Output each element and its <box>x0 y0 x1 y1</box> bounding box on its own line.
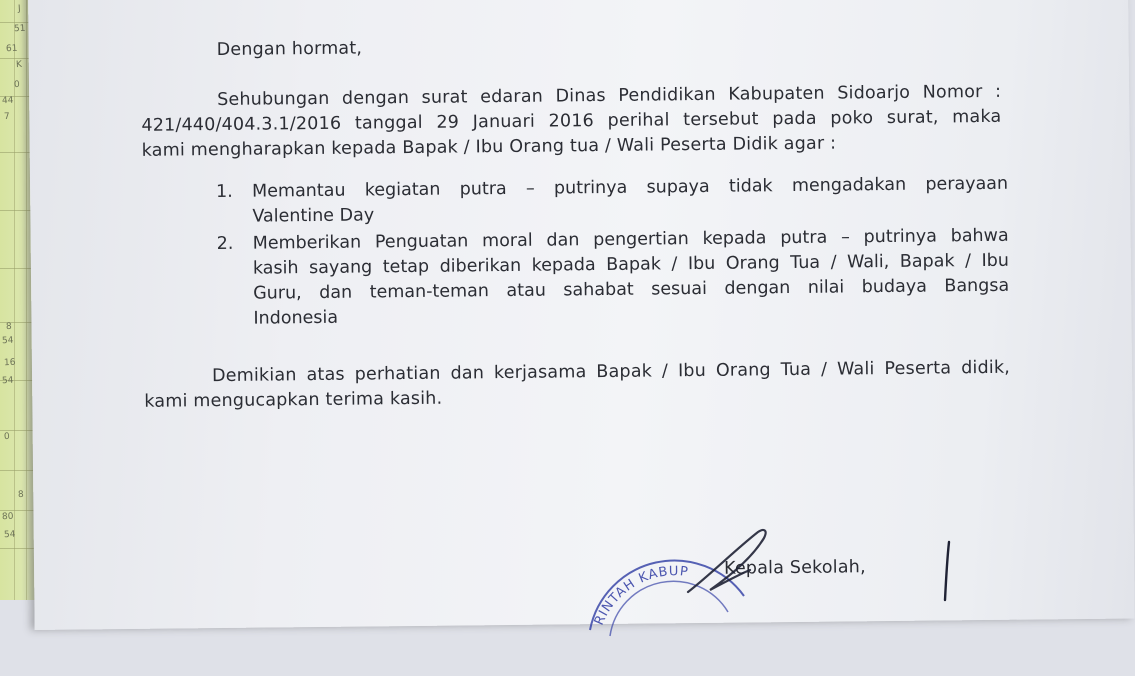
intro-line-1: Sehubungan dengan surat edaran Dinas Pendidikan Kabupaten Sidoarjo Nomor : <box>217 81 1002 111</box>
ledger-mark: 54 <box>1 335 14 347</box>
ledger-mark: 0 <box>13 79 20 91</box>
closing-paragraph <box>144 356 1010 415</box>
list-item-2 <box>217 224 1010 336</box>
ledger-mark: 61 <box>5 43 18 55</box>
letter-paper <box>28 0 1135 630</box>
ledger-mark: 54 <box>3 529 16 541</box>
intro-line-3: kami mengharapkan kepada Bapak / Ibu Orang tua / Wali Peserta Didik agar : <box>141 133 837 161</box>
ledger-mark: 51 <box>13 23 26 35</box>
ledger-mark: 16 <box>3 357 16 369</box>
list-item-1 <box>216 172 1009 232</box>
list-number: 1. <box>216 181 233 203</box>
ledger-mark: 8 <box>5 321 12 333</box>
closing-line-1: Demikian atas perhatian dan kerjasama Bapak / Ibu Orang Tua / Wali Peserta didik, <box>211 357 1011 387</box>
signature-scribble <box>680 520 790 600</box>
list-item-line: Guru, dan teman-teman atau sahabat sesuai dengan nilai budaya Bangsa <box>253 275 1010 304</box>
ledger-mark: 44 <box>1 95 14 107</box>
list-item-line: Memantau kegiatan putra – putrinya supaya tidak mengadakan perayaan <box>252 173 1009 202</box>
ledger-mark: K <box>15 59 23 71</box>
ledger-mark: 80 <box>1 511 14 523</box>
intro-paragraph <box>141 80 1002 164</box>
ledger-mark: J <box>17 3 21 15</box>
closing-line-2: kami mengucapkan terima kasih. <box>144 388 443 412</box>
ledger-mark: 7 <box>3 111 10 123</box>
list-number: 2. <box>216 233 234 255</box>
ledger-mark: 0 <box>3 431 10 443</box>
intro-line-2: 421/440/404.3.1/2016 tanggal 29 Januari 2016 perihal tersebut pada poko surat, maka <box>141 106 1002 136</box>
list-item-line: kasih sayang tetap diberikan kepada Bapak / Ibu Orang Tua / Wali, Bapak / Ibu <box>252 250 1009 279</box>
list-item-line: Valentine Day <box>252 205 375 227</box>
signature-title-text: Kepala Sekolah, <box>723 557 866 579</box>
ledger-mark: 8 <box>17 489 24 501</box>
ledger-mark: 54 <box>1 375 14 387</box>
svg-text:RINTAH KABUP <box>592 564 690 628</box>
list-item-line: Memberikan Penguatan moral dan pengertian kepada putra – putrinya bahwa <box>252 225 1009 254</box>
signature-stroke <box>935 540 965 600</box>
salutation-text: Dengan hormat, <box>216 38 363 61</box>
list-item-line: Indonesia <box>253 307 339 329</box>
stamp-text: RINTAH KABUP <box>591 564 690 628</box>
salutation <box>217 37 363 64</box>
